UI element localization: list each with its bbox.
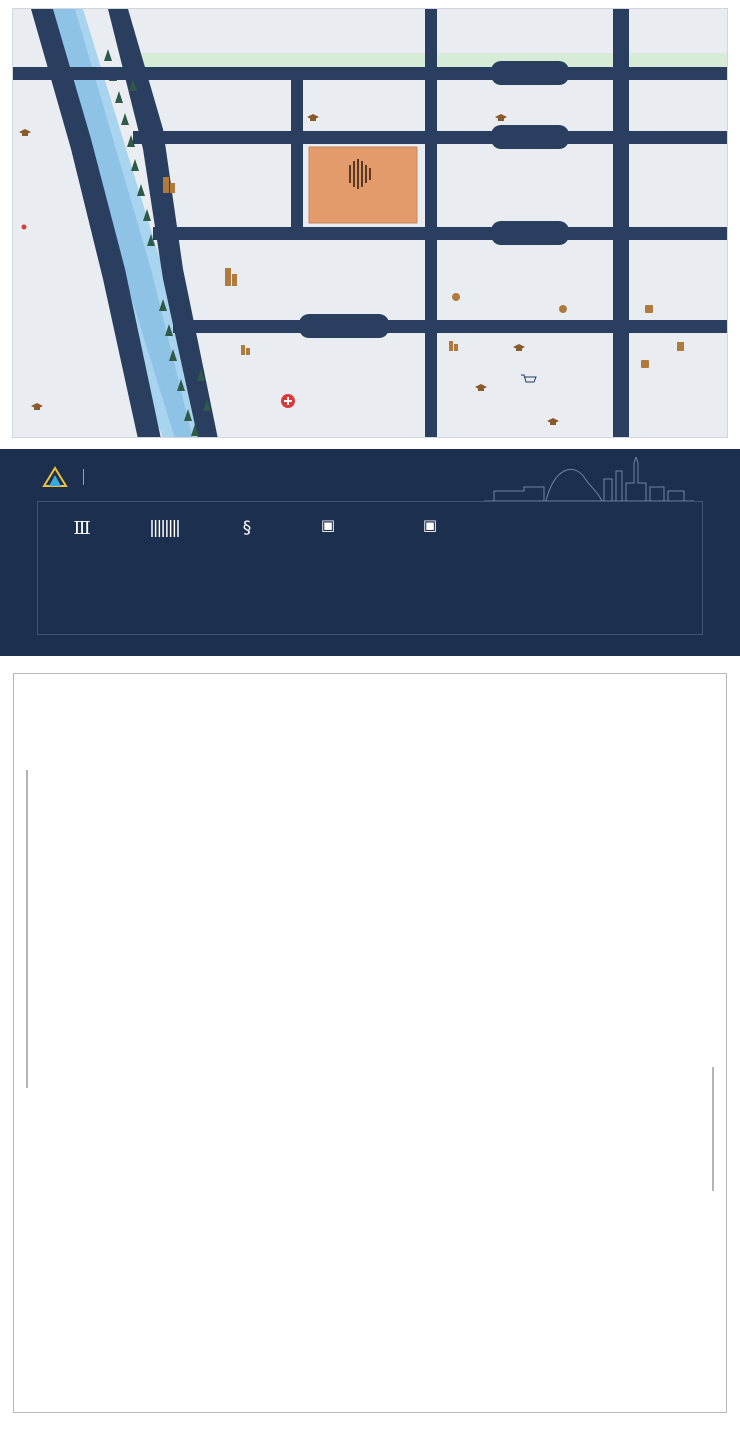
road-mengshan bbox=[613, 9, 629, 438]
decor-line-left bbox=[26, 770, 28, 1088]
brand-header bbox=[42, 463, 93, 491]
road-nanjing bbox=[173, 320, 728, 333]
bus-icon bbox=[641, 360, 649, 368]
project-logo-grid bbox=[37, 501, 703, 635]
hospital-icon bbox=[22, 225, 27, 230]
bank-icon bbox=[452, 293, 460, 301]
disclaimer-panel bbox=[13, 673, 727, 1413]
location-map bbox=[12, 8, 728, 438]
bus-icon bbox=[645, 305, 653, 313]
road-changsha bbox=[153, 227, 728, 240]
city-skyline-illustration bbox=[484, 457, 694, 503]
decor-line-right bbox=[712, 1067, 714, 1191]
road-cangshan bbox=[425, 9, 437, 438]
logo-item: ▣ bbox=[422, 516, 438, 534]
group-logo-icon bbox=[42, 466, 68, 488]
gas-station-icon bbox=[677, 342, 684, 351]
bank-icon bbox=[559, 305, 567, 313]
road-yushan bbox=[291, 67, 303, 239]
logo-item: |||||||| bbox=[149, 518, 179, 538]
map-canvas bbox=[13, 9, 728, 438]
logo-item: ▣ bbox=[320, 516, 336, 534]
logo-item: § bbox=[242, 518, 252, 538]
logo-item: Ⅲ bbox=[73, 518, 91, 539]
brand-banner bbox=[0, 449, 740, 656]
brand-divider bbox=[83, 469, 84, 485]
